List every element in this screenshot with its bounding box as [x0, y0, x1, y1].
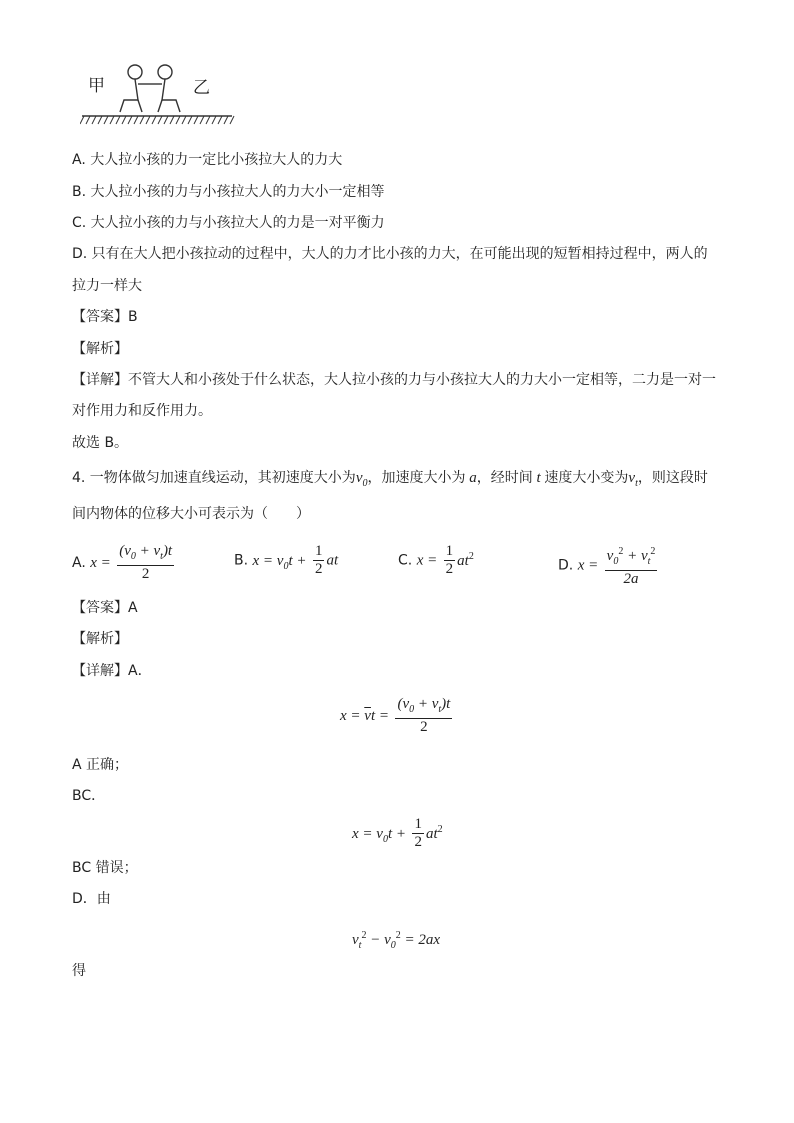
q4-bc-heading: BC． [72, 788, 106, 804]
q3-conclusion: 故选 B。 [72, 435, 129, 451]
figure-label-left: 甲 [88, 76, 105, 96]
q4-stem-line2: 间内物体的位移大小可表示为（ ） [72, 506, 310, 522]
formula-displacement: $x = v_0t$ + $\frac{1}{2}$ $at^2$ [352, 816, 443, 850]
q4-analysis-heading: 【解析】 [72, 631, 128, 647]
q4-d-heading: D．由 [72, 891, 111, 907]
q4-option-b: B. $x = v_0t$ + $\frac{1}{2}$ at [234, 543, 339, 577]
q3-option-d: D. 只有在大人把小孩拉动的过程中，大人的力才比小孩的力大，在可能出现的短暂相持过程中，两人的 [72, 246, 708, 262]
q4-option-c: C. x = $\frac{1}{2}$ $at^2$ [398, 543, 474, 577]
q3-option-a: A. 大人拉小孩的力一定比小孩拉大人的力大 [72, 152, 343, 168]
q4-option-a: A. x = $\frac{(v_0 + v_t)t}{2}$ [72, 543, 173, 582]
q4-detail-heading: 【详解】A． [72, 663, 152, 679]
q4-answer: 【答案】A [72, 600, 138, 616]
formula-average-velocity: $x = \overline{v}t$ = $\frac{(v_0 + v_t)t}{2}$ [340, 696, 451, 735]
figure-label-right: 乙 [193, 78, 210, 98]
q3-detail-line1: 【详解】不管大人和小孩处于什么状态，大人拉小孩的力与小孩拉大人的力大小一定相等，二力是一对一 [72, 372, 716, 388]
q3-option-c: C. 大人拉小孩的力与小孩拉大人的力是一对平衡力 [72, 215, 385, 231]
formula-velocity-displacement: $v_t^2 - v_0^2 = 2ax$ [352, 930, 441, 951]
q3-answer: 【答案】B [72, 309, 138, 325]
q3-option-b: B. 大人拉小孩的力与小孩拉大人的力大小一定相等 [72, 184, 385, 200]
q4-a-correct: A 正确； [72, 757, 129, 773]
q4-option-d: D. x = $\frac{v_0^2 + v_t^2}{2a}$ [558, 543, 659, 588]
q4-bc-wrong: BC 错误； [72, 860, 138, 876]
q4-de: 得 [72, 963, 86, 979]
tug-figure [80, 60, 240, 134]
q3-detail-line2: 对作用力和反作用力。 [72, 403, 212, 419]
q4-stem-line1: 4. 一物体做匀加速直线运动，其初速度大小为$v_0$，加速度大小为 a，经时间 t 速度大小变为$v_t$，则这段时 [72, 470, 708, 489]
q3-analysis-heading: 【解析】 [72, 341, 128, 357]
q3-option-d-cont: 拉力一样大 [72, 278, 142, 294]
